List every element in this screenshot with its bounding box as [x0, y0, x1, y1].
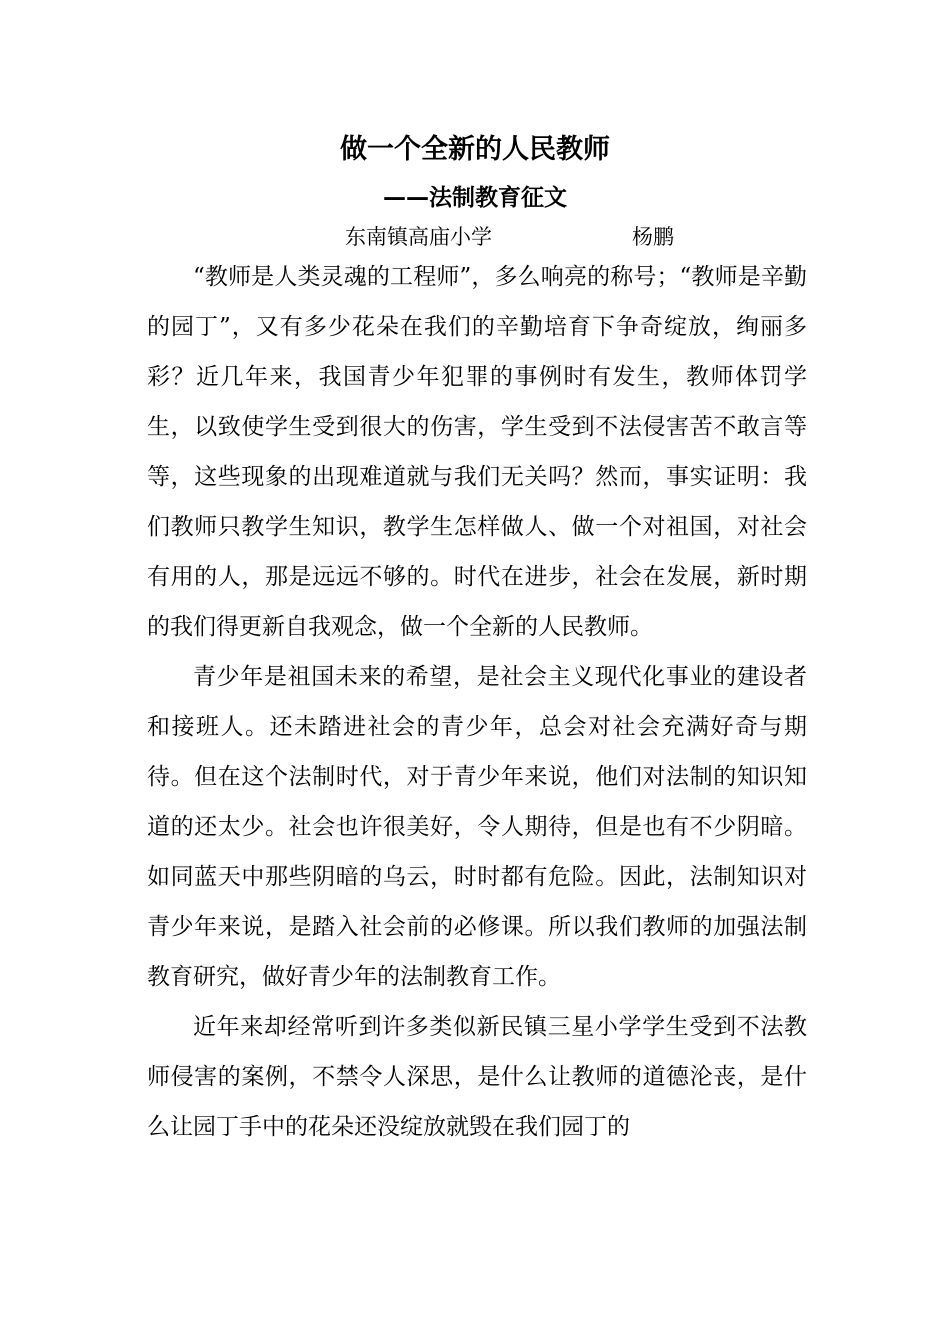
document-title: 做一个全新的人民教师 — [340, 134, 610, 165]
paragraph-2: 青少年是祖国未来的希望，是社会主义现代化事业的建设者和接班人。还未踏进社会的青少年，总会对社会充满好奇与期待。但在这个法制时代，对于青少年来说，他们对法制的知识知道的还太少。社会也许很美好，令人期待，但是也有不少阴暗。如同蓝天中那些阴暗的乌云，时时都有危险。因此，法制知识对青少年来说，是踏入社会前的必修课。所以我们教师的加强法制教育研究，做好青少年的法制教育工作。 — [147, 664, 807, 990]
byline-author: 杨鹏 — [632, 225, 674, 249]
byline-school: 东南镇高庙小学 — [345, 225, 492, 249]
document-subtitle: ——法制教育征文 — [383, 185, 567, 211]
document-body — [147, 252, 807, 1152]
paragraph-1: “教师是人类灵魂的工程师”，多么响亮的称号；“教师是辛勤的园丁”，又有多少花朵在我们的辛勤培育下争奇绽放，绚丽多彩？近几年来，我国青少年犯罪的事例时有发生，教师体罚学生，以致使学生受到很大的伤害，学生受到不法侵害苦不敢言等等，这些现象的出现难道就与我们无关吗？然而，事实证明：我们教师只教学生知识，教学生怎样做人、做一个对祖国，对社会有用的人，那是远远不够的。时代在进步，社会在发展，新时期的我们得更新自我观念，做一个全新的人民教师。 — [147, 264, 807, 640]
paragraph-3: 近年来却经常听到许多类似新民镇三星小学学生受到不法教师侵害的案例，不禁令人深思，是什么让教师的道德沦丧，是什么让园丁手中的花朵还没绽放就毁在我们园丁的 — [147, 1014, 807, 1140]
